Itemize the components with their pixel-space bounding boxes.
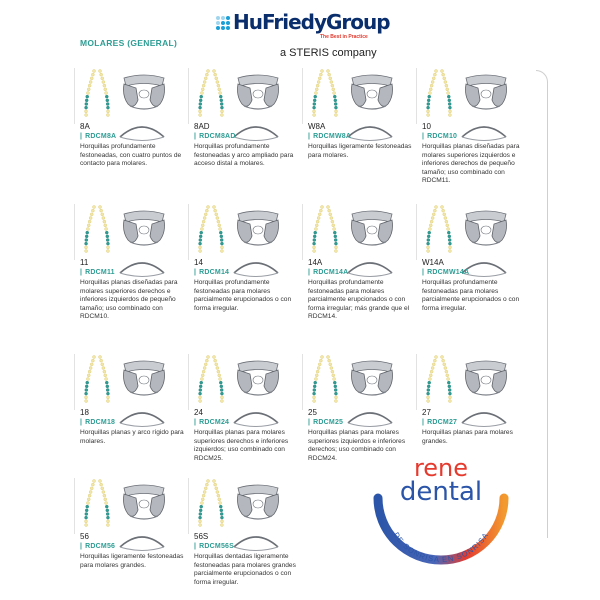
- clamp-bow-image: [116, 120, 168, 142]
- product-code-text: RDCMW14A: [427, 269, 470, 276]
- clamp-bow-image: [116, 406, 168, 428]
- product-card: [74, 350, 186, 478]
- product-description: Horquillas profundamente festoneadas para molares parcialmente erupcionados o con forma irregular.: [422, 279, 520, 312]
- clamp-image: [232, 206, 284, 250]
- product-code-text: RDCMW8A: [313, 133, 352, 140]
- product-model: 25: [308, 408, 317, 417]
- tooth-arch-diagram: [310, 204, 340, 254]
- product-code-text: RDCM11: [85, 269, 115, 276]
- product-code-text: RDCM14: [199, 269, 230, 276]
- product-model: 10: [422, 122, 431, 131]
- product-model: 56: [80, 532, 89, 541]
- clamp-bow-image: [344, 256, 396, 278]
- tooth-arch-diagram: [310, 68, 340, 118]
- card-divider: [416, 68, 417, 124]
- clamp-bow-image: [344, 406, 396, 428]
- brand-subtitle: a STERIS company: [280, 47, 377, 59]
- clamp-image: [460, 356, 512, 400]
- product-description: Horquillas profundamente festoneadas para molares parcialmente erupcionados o con forma irregular.: [194, 279, 292, 312]
- product-card: [188, 64, 300, 192]
- clamp-bow-image: [116, 256, 168, 278]
- product-card: [188, 350, 300, 478]
- product-code: | RDCM56S: [194, 543, 235, 550]
- brand-header: [216, 10, 416, 70]
- brand-dots-icon: [216, 16, 230, 30]
- brand-tagline: The Best in Practice: [320, 34, 368, 40]
- product-code: | RDCM56: [80, 543, 116, 550]
- card-divider: [188, 354, 189, 410]
- card-divider: [74, 68, 75, 124]
- product-card: [302, 64, 414, 192]
- clamp-image: [460, 70, 512, 114]
- rene-dental-logo: [366, 448, 516, 588]
- product-description: Horquillas profundamente festoneadas para molares parcialmente erupcionados o con forma irregular; más grande que el RDCM14.: [308, 279, 410, 321]
- clamp-image: [346, 356, 398, 400]
- tooth-arch-diagram: [424, 68, 454, 118]
- product-model: 11: [80, 258, 89, 267]
- product-code-text: RDCM8A: [85, 133, 117, 140]
- clamp-image: [232, 480, 284, 524]
- tooth-arch-diagram: [196, 478, 226, 528]
- smile-arc: [378, 498, 504, 560]
- product-code: | RDCM18: [80, 419, 116, 426]
- product-code-text: RDCM27: [427, 419, 458, 426]
- clamp-bow-image: [230, 530, 282, 552]
- card-divider: [416, 354, 417, 410]
- card-divider: [188, 478, 189, 534]
- card-divider: [302, 354, 303, 410]
- product-description: Horquillas planas diseñadas para molares superiores derechos e inferiores izquierdos de pequeño tamaño; uso combinado con RDCM10.: [80, 279, 178, 321]
- product-model: 8AD: [194, 122, 210, 131]
- product-card: [74, 200, 186, 328]
- product-description: Horquillas planas diseñadas para molares superiores izquierdos e inferiores derechos de pequeño tamaño; uso combinado con RDCM11.: [422, 143, 520, 185]
- product-card: [302, 200, 414, 328]
- product-description: Horquillas profundamente festoneadas y arco ampliado para acceso distal a molares.: [194, 143, 294, 168]
- card-divider: [188, 204, 189, 260]
- brand-logo: [216, 10, 416, 34]
- card-divider: [74, 354, 75, 410]
- product-code-text: RDCM18: [85, 419, 116, 426]
- logo-word-dental: dental: [399, 477, 483, 507]
- product-model: 14: [194, 258, 203, 267]
- tooth-arch-diagram: [82, 204, 112, 254]
- clamp-bow-image: [458, 406, 510, 428]
- product-code-text: RDCM8AD: [199, 133, 236, 140]
- product-code: | RDCMW14A: [422, 269, 470, 276]
- product-model: 8A: [80, 122, 90, 131]
- card-divider: [302, 68, 303, 124]
- clamp-image: [346, 206, 398, 250]
- clamp-image: [118, 356, 170, 400]
- product-code-text: RDCM14A: [313, 269, 349, 276]
- product-description: Horquillas ligeramente festoneadas para molares grandes.: [80, 553, 184, 569]
- tooth-arch-diagram: [196, 204, 226, 254]
- product-description: Horquillas dentadas ligeramente festoneadas para molares grandes parcialmente erupcionados o con forma irregular.: [194, 553, 296, 586]
- product-card: [188, 200, 300, 328]
- card-divider: [74, 204, 75, 260]
- brand-name: HuFriedyGroup: [233, 10, 390, 34]
- product-description: Horquillas planas para molares superiores derechos e inferiores izquierdos; uso combinado con RDCM25.: [194, 429, 289, 462]
- tooth-arch-diagram: [310, 354, 340, 404]
- clamp-bow-image: [344, 120, 396, 142]
- product-card: [188, 474, 300, 600]
- product-card: [416, 64, 528, 192]
- product-code: | RDCM27: [422, 419, 458, 426]
- product-code: | RDCMW8A: [308, 133, 352, 140]
- product-card: [74, 64, 186, 192]
- product-description: Horquillas planas para molares grandes.: [422, 429, 513, 445]
- clamp-image: [346, 70, 398, 114]
- clamp-image: [118, 206, 170, 250]
- logo-word-rene: rene: [413, 454, 469, 482]
- clamp-bow-image: [458, 120, 510, 142]
- clamp-bow-image: [230, 406, 282, 428]
- clamp-image: [118, 70, 170, 114]
- product-card: [416, 200, 528, 328]
- tooth-arch-diagram: [82, 354, 112, 404]
- clamp-bow-image: [116, 530, 168, 552]
- tooth-arch-diagram: [424, 354, 454, 404]
- product-code-text: RDCM56: [85, 543, 116, 550]
- product-code-text: RDCM25: [313, 419, 344, 426]
- product-model: 27: [422, 408, 431, 417]
- card-divider: [74, 478, 75, 534]
- product-code: | RDCM8AD: [194, 133, 236, 140]
- product-description: Horquillas profundamente festoneadas, con cuatro puntos de contacto para molares.: [80, 143, 182, 168]
- card-divider: [416, 204, 417, 260]
- tooth-arch-diagram: [82, 68, 112, 118]
- product-code: | RDCM11: [80, 269, 115, 276]
- product-model: W14A: [422, 258, 444, 267]
- tooth-arch-diagram: [196, 354, 226, 404]
- product-model: 56S: [194, 532, 209, 541]
- product-code: | RDCM14A: [308, 269, 349, 276]
- product-code-text: RDCM10: [427, 133, 458, 140]
- tooth-arch-diagram: [424, 204, 454, 254]
- section-title: MOLARES (GENERAL): [80, 38, 178, 48]
- tooth-arch-diagram: [82, 478, 112, 528]
- product-description: Horquillas planas y arco rígido para molares.: [80, 429, 184, 445]
- clamp-image: [232, 70, 284, 114]
- logo-slogan: DE SONRISA EN SONRISA: [391, 530, 491, 565]
- clamp-bow-image: [230, 256, 282, 278]
- clamp-image: [118, 480, 170, 524]
- product-code: | RDCM10: [422, 133, 458, 140]
- product-code: | RDCM14: [194, 269, 230, 276]
- product-model: 14A: [308, 258, 323, 267]
- product-code: | RDCM24: [194, 419, 230, 426]
- clamp-image: [460, 206, 512, 250]
- card-divider: [188, 68, 189, 124]
- product-model: 24: [194, 408, 203, 417]
- tooth-arch-diagram: [196, 68, 226, 118]
- product-code: | RDCM25: [308, 419, 344, 426]
- product-description: Horquillas planas para molares superiores izquierdos e inferiores derechos; uso combinado con RDCM24.: [308, 429, 406, 462]
- product-code-text: RDCM24: [199, 419, 230, 426]
- clamp-image: [232, 356, 284, 400]
- product-model: 18: [80, 408, 89, 417]
- card-divider: [302, 204, 303, 260]
- product-model: W8A: [308, 122, 326, 131]
- product-card: [74, 474, 186, 600]
- product-code: | RDCM8A: [80, 133, 117, 140]
- product-code-text: RDCM56S: [199, 543, 235, 550]
- clamp-bow-image: [230, 120, 282, 142]
- product-description: Horquillas ligeramente festoneadas para molares.: [308, 143, 412, 159]
- page-border: [536, 70, 548, 538]
